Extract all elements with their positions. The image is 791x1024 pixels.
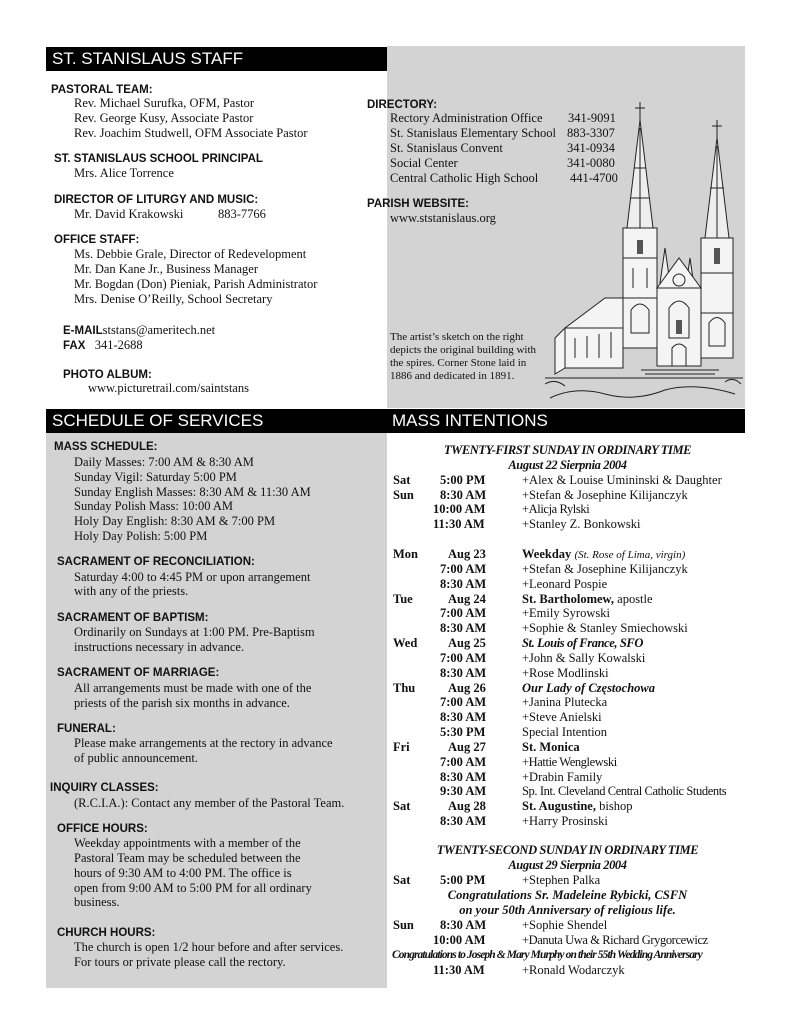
directory-phone: 341-0934 bbox=[567, 141, 615, 155]
reconciliation-line: with any of the priests. bbox=[74, 584, 189, 598]
intention-time: 5:00 PM bbox=[440, 873, 486, 887]
mass-schedule-line: Sunday Vigil: Saturday 5:00 PM bbox=[74, 470, 237, 484]
intention-text: +Rose Modlinski bbox=[522, 666, 609, 680]
email-label: E-MAIL bbox=[63, 325, 103, 337]
intention-date: Aug 27 bbox=[448, 740, 486, 754]
funeral-line: Please make arrangements at the rectory in advance bbox=[74, 736, 333, 750]
feast-note: bishop bbox=[599, 799, 633, 813]
intention-time: 5:00 PM bbox=[440, 473, 486, 487]
liturgy-heading: DIRECTOR OF LITURGY AND MUSIC: bbox=[54, 194, 259, 206]
directory-entry: Central Catholic High School bbox=[390, 171, 539, 185]
principal-heading: ST. STANISLAUS SCHOOL PRINCIPAL bbox=[54, 153, 263, 165]
directory-entry: St. Stanislaus Elementary School bbox=[390, 126, 556, 140]
feast-name: St. Bartholomew, bbox=[522, 592, 615, 606]
mass-schedule-line: Sunday English Masses: 8:30 AM & 11:30 AM bbox=[74, 485, 311, 499]
intention-time: 7:00 AM bbox=[440, 606, 487, 620]
baptism-heading: SACRAMENT OF BAPTISM: bbox=[57, 612, 209, 624]
intention-time: 10:00 AM bbox=[433, 502, 486, 516]
intention-day: Sun bbox=[393, 488, 414, 502]
directory-phone: 883-3307 bbox=[567, 126, 615, 140]
office-staff-member: Ms. Debbie Grale, Director of Redevelopment bbox=[74, 247, 307, 261]
intention-time: 7:00 AM bbox=[440, 695, 487, 709]
intention-text: +Sophie Shendel bbox=[522, 918, 608, 932]
mass-schedule-line: Holy Day English: 8:30 AM & 7:00 PM bbox=[74, 514, 276, 528]
intention-text: +Sophie & Stanley Smiechowski bbox=[522, 621, 688, 635]
intention-text: +Stephen Palka bbox=[522, 873, 601, 887]
office-staff-member: Mrs. Denise O’Reilly, School Secretary bbox=[74, 292, 273, 306]
funeral-heading: FUNERAL: bbox=[57, 723, 116, 735]
reconciliation-heading: SACRAMENT OF RECONCILIATION: bbox=[57, 556, 255, 568]
email-address: ststans@ameritech.net bbox=[102, 323, 216, 337]
fax-label: FAX bbox=[63, 340, 86, 352]
mass-schedule-line: Daily Masses: 7:00 AM & 8:30 AM bbox=[74, 455, 254, 469]
intention-text: +Steve Anielski bbox=[522, 710, 602, 724]
photo-album-url: www.picturetrail.com/saintstans bbox=[88, 381, 249, 395]
intention-day: Sun bbox=[393, 918, 414, 932]
intention-date: Aug 24 bbox=[448, 592, 486, 606]
feast-name: St. Louis of France, SFO bbox=[522, 636, 643, 650]
directory-phone: 341-9091 bbox=[568, 111, 616, 125]
pastoral-member: Rev. Michael Surufka, OFM, Pastor bbox=[74, 96, 255, 110]
feast-line bbox=[522, 799, 632, 814]
intention-text: +Hattie Wenglewski bbox=[522, 755, 617, 769]
website-url: www.ststanislaus.org bbox=[390, 211, 496, 225]
liturgy-phone: 883-7766 bbox=[218, 207, 266, 221]
liturgy-name: Mr. David Krakowski bbox=[74, 207, 184, 221]
intention-text: +Stanley Z. Bonkowski bbox=[522, 517, 641, 531]
feast-note: apostle bbox=[617, 592, 653, 606]
intention-text: +Janina Plutecka bbox=[522, 695, 608, 709]
staff-header: ST. STANISLAUS STAFF bbox=[46, 47, 387, 71]
mass-schedule-line: Holy Day Polish: 5:00 PM bbox=[74, 529, 208, 543]
church-sketch-icon bbox=[545, 98, 743, 406]
office-hours-line: open from 9:00 AM to 5:00 PM for all ordinary bbox=[74, 881, 312, 895]
feast-name: St. Monica bbox=[522, 740, 580, 754]
mass-schedule-heading: MASS SCHEDULE: bbox=[54, 441, 158, 453]
marriage-line: priests of the parish six months in advance. bbox=[74, 696, 290, 710]
feast-line bbox=[522, 547, 685, 562]
intention-time: 10:00 AM bbox=[433, 933, 486, 947]
baptism-line: Ordinarily on Sundays at 1:00 PM. Pre-Baptism bbox=[74, 625, 315, 639]
intention-text: +Harry Prosinski bbox=[522, 814, 608, 828]
intention-date: Aug 26 bbox=[448, 681, 486, 695]
intention-text: Sp. Int. Cleveland Central Catholic Students bbox=[522, 784, 727, 798]
sketch-caption: The artist’s sketch on the right depicts the original building with the spires. Corner Stone laid in 1886 and dedicated in 1891. bbox=[390, 331, 537, 382]
intention-text: +Stefan & Josephine Kilijanczyk bbox=[522, 562, 688, 576]
feast-note: (St. Rose of Lima, virgin) bbox=[574, 549, 686, 561]
office-hours-line: Weekday appointments with a member of the bbox=[74, 836, 301, 850]
congrats-line: Congratulations Sr. Madeleine Rybicki, CSFN bbox=[447, 888, 688, 902]
feast-line bbox=[522, 592, 653, 607]
church-hours-heading: CHURCH HOURS: bbox=[57, 927, 156, 939]
photo-album-heading: PHOTO ALBUM: bbox=[63, 369, 152, 381]
intention-date: Aug 28 bbox=[448, 799, 486, 813]
directory-heading: DIRECTORY: bbox=[367, 99, 438, 111]
inquiry-heading: INQUIRY CLASSES: bbox=[50, 782, 159, 794]
intention-text: +Alicja Rylski bbox=[522, 502, 590, 516]
feast-name: St. Augustine, bbox=[522, 799, 596, 813]
pastoral-team-heading: PASTORAL TEAM: bbox=[51, 84, 153, 96]
office-staff-heading: OFFICE STAFF: bbox=[54, 234, 140, 246]
church-hours-line: For tours or private please call the rectory. bbox=[74, 955, 286, 969]
intention-text: +Stefan & Josephine Kilijanczyk bbox=[522, 488, 688, 502]
intention-time: 8:30 AM bbox=[440, 770, 487, 784]
intention-date: Aug 25 bbox=[448, 636, 486, 650]
intention-text: +Ronald Wodarczyk bbox=[522, 963, 625, 977]
congrats-line: on your 50th Anniversary of religious life. bbox=[459, 903, 676, 917]
intention-date: Aug 23 bbox=[448, 547, 486, 561]
intention-time: 7:00 AM bbox=[440, 755, 487, 769]
fax-number: 341-2688 bbox=[94, 338, 143, 352]
office-hours-heading: OFFICE HOURS: bbox=[57, 823, 148, 835]
intention-day: Sat bbox=[393, 873, 411, 887]
office-hours-line: business. bbox=[74, 895, 120, 909]
feast-name: Our Lady of Częstochowa bbox=[522, 681, 655, 695]
intention-text: +Alex & Louise Umininski & Daughter bbox=[522, 473, 722, 487]
directory-phone: 341-0080 bbox=[567, 156, 615, 170]
intention-text: +Drabin Family bbox=[522, 770, 603, 784]
office-hours-line: hours of 9:30 AM to 4:00 PM. The office is bbox=[74, 866, 292, 880]
week1-date: August 22 Sierpnia 2004 bbox=[508, 458, 627, 472]
pastoral-member: Rev. Joachim Studwell, OFM Associate Pastor bbox=[74, 126, 308, 140]
intention-text: Special Intention bbox=[522, 725, 608, 739]
intention-text: +Emily Syrowski bbox=[522, 606, 610, 620]
pastoral-member: Rev. George Kusy, Associate Pastor bbox=[74, 111, 254, 125]
church-hours-line: The church is open 1/2 hour before and after services. bbox=[74, 940, 344, 954]
intention-time: 8:30 AM bbox=[440, 666, 487, 680]
week2-title: TWENTY-SECOND SUNDAY IN ORDINARY TIME bbox=[436, 843, 699, 857]
baptism-line: instructions necessary in advance. bbox=[74, 640, 245, 654]
intention-day: Tue bbox=[393, 592, 413, 606]
directory-entry: Rectory Administration Office bbox=[390, 111, 543, 125]
office-staff-member: Mr. Bogdan (Don) Pieniak, Parish Administrator bbox=[74, 277, 318, 291]
intention-day: Mon bbox=[393, 547, 418, 561]
intention-time: 11:30 AM bbox=[433, 517, 485, 531]
directory-entry: St. Stanislaus Convent bbox=[390, 141, 503, 155]
intentions-header: MASS INTENTIONS bbox=[386, 409, 745, 433]
feast-name: Weekday bbox=[522, 547, 572, 561]
directory-phone: 441-4700 bbox=[570, 171, 618, 185]
intention-time: 8:30 AM bbox=[440, 918, 487, 932]
intention-time: 8:30 AM bbox=[440, 488, 487, 502]
directory-entry: Social Center bbox=[390, 156, 458, 170]
intention-day: Wed bbox=[393, 636, 418, 650]
week1-title: TWENTY-FIRST SUNDAY IN ORDINARY TIME bbox=[443, 443, 692, 457]
intention-time: 7:00 AM bbox=[440, 651, 487, 665]
intention-day: Sat bbox=[393, 473, 411, 487]
funeral-line: of public announcement. bbox=[74, 751, 198, 765]
email-line bbox=[63, 323, 215, 339]
congrats-wedding: Congratulations to Joseph & Mary Murphy on their 55th Wedding Anniversary bbox=[392, 949, 702, 961]
fax-line bbox=[63, 338, 143, 354]
intention-text: +Danuta Uwa & Richard Grygorcewicz bbox=[522, 933, 708, 947]
week2-date: August 29 Sierpnia 2004 bbox=[508, 858, 627, 872]
intention-time: 8:30 AM bbox=[440, 577, 487, 591]
mass-schedule-line: Sunday Polish Mass: 10:00 AM bbox=[74, 499, 234, 513]
marriage-heading: SACRAMENT OF MARRIAGE: bbox=[57, 667, 220, 679]
intention-text: +John & Sally Kowalski bbox=[522, 651, 646, 665]
intention-time: 7:00 AM bbox=[440, 562, 487, 576]
intention-time: 8:30 AM bbox=[440, 621, 487, 635]
reconciliation-line: Saturday 4:00 to 4:45 PM or upon arrangement bbox=[74, 570, 311, 584]
intention-day: Fri bbox=[393, 740, 410, 754]
principal-name: Mrs. Alice Torrence bbox=[74, 166, 174, 180]
intention-time: 8:30 AM bbox=[440, 710, 487, 724]
inquiry-line: (R.C.I.A.): Contact any member of the Pastoral Team. bbox=[74, 796, 345, 810]
intention-time: 8:30 AM bbox=[440, 814, 487, 828]
intention-day: Sat bbox=[393, 799, 411, 813]
intention-time: 11:30 AM bbox=[433, 963, 485, 977]
schedule-header: SCHEDULE OF SERVICES bbox=[46, 409, 387, 433]
website-heading: PARISH WEBSITE: bbox=[367, 198, 470, 210]
intention-day: Thu bbox=[393, 681, 416, 695]
intention-time: 9:30 AM bbox=[440, 784, 487, 798]
marriage-line: All arrangements must be made with one of the bbox=[74, 681, 312, 695]
intention-text: +Leonard Pospie bbox=[522, 577, 608, 591]
intention-time: 5:30 PM bbox=[440, 725, 486, 739]
office-hours-line: Pastoral Team may be scheduled between the bbox=[74, 851, 301, 865]
office-staff-member: Mr. Dan Kane Jr., Business Manager bbox=[74, 262, 258, 276]
